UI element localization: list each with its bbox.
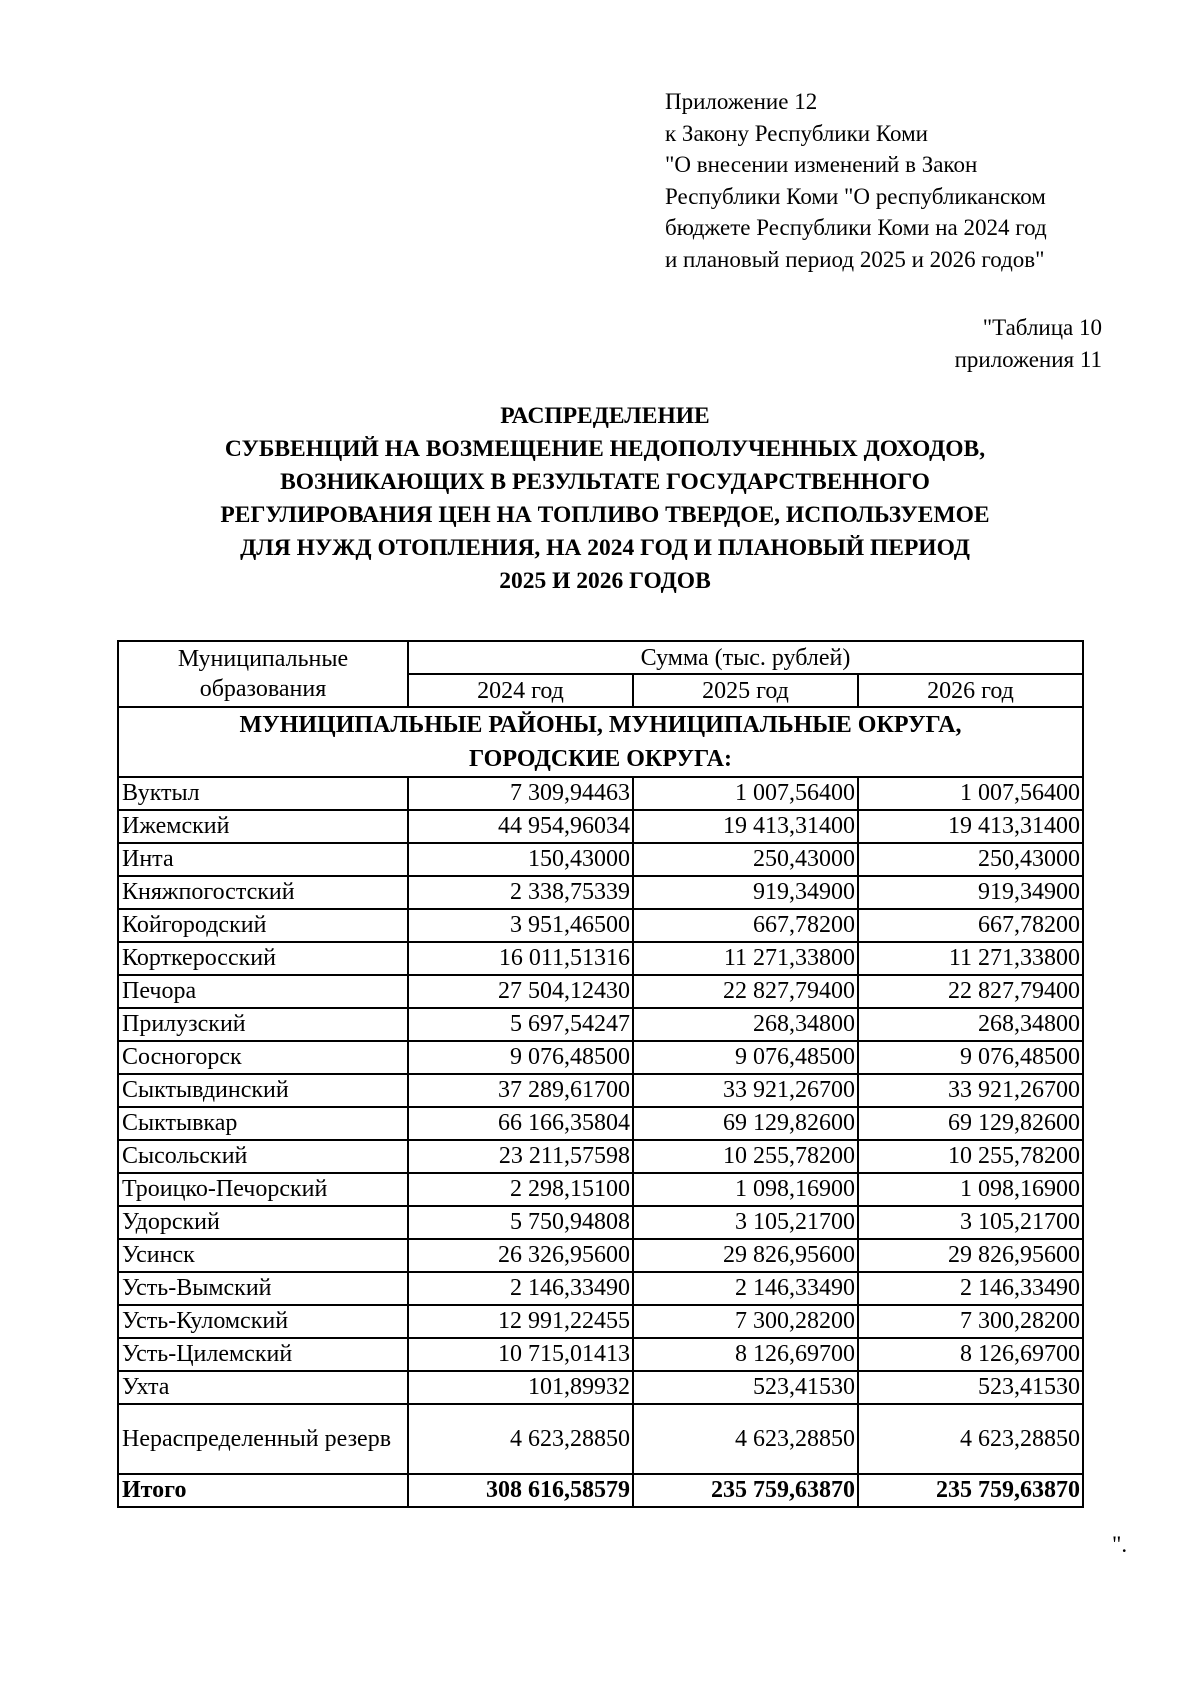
table-row bbox=[118, 1239, 1083, 1272]
cell-name: Усинск bbox=[118, 1239, 408, 1272]
cell-name: Сыктывкар bbox=[118, 1107, 408, 1140]
cell-2026: 7 300,28200 bbox=[858, 1305, 1083, 1338]
cell-name: Инта bbox=[118, 843, 408, 876]
table-row bbox=[118, 1041, 1083, 1074]
cell-name: Удорский bbox=[118, 1206, 408, 1239]
cell-2024: 16 011,51316 bbox=[408, 942, 633, 975]
annex-line: к Закону Республики Коми bbox=[665, 120, 928, 146]
cell-name: Сысольский bbox=[118, 1140, 408, 1173]
table-row bbox=[118, 942, 1083, 975]
title-line: РАСПРЕДЕЛЕНИЕ bbox=[500, 403, 710, 429]
cell-name: Вуктыл bbox=[118, 777, 408, 810]
cell-name: Нераспределенный резерв bbox=[118, 1404, 408, 1474]
header-year-2024: 2024 год bbox=[408, 674, 633, 707]
cell-2024: 5 697,54247 bbox=[408, 1008, 633, 1041]
cell-2026: 667,78200 bbox=[858, 909, 1083, 942]
cell-2025: 10 255,78200 bbox=[633, 1140, 858, 1173]
annex-line: и плановый период 2025 и 2026 годов" bbox=[665, 246, 1045, 272]
table-row bbox=[118, 876, 1083, 909]
cell-2025: 29 826,95600 bbox=[633, 1239, 858, 1272]
document-title bbox=[110, 400, 1100, 598]
cell-2024: 44 954,96034 bbox=[408, 810, 633, 843]
cell-2025: 523,41530 bbox=[633, 1371, 858, 1404]
table-row bbox=[118, 975, 1083, 1008]
cell-2025: 1 098,16900 bbox=[633, 1173, 858, 1206]
cell-name: Корткеросский bbox=[118, 942, 408, 975]
table-row bbox=[118, 1173, 1083, 1206]
cell-2025: 3 105,21700 bbox=[633, 1206, 858, 1239]
cell-name: Троицко-Печорский bbox=[118, 1173, 408, 1206]
reserve-row bbox=[118, 1404, 1083, 1474]
table-row bbox=[118, 1371, 1083, 1404]
cell-2026: 8 126,69700 bbox=[858, 1338, 1083, 1371]
cell-2024: 9 076,48500 bbox=[408, 1041, 633, 1074]
title-line: ДЛЯ НУЖД ОТОПЛЕНИЯ, НА 2024 ГОД И ПЛАНОВЫЙ ПЕРИОД bbox=[240, 535, 970, 561]
header-year-2026: 2026 год bbox=[858, 674, 1083, 707]
cell-2024: 26 326,95600 bbox=[408, 1239, 633, 1272]
table-row bbox=[118, 777, 1083, 810]
cell-2025: 9 076,48500 bbox=[633, 1041, 858, 1074]
cell-2025: 268,34800 bbox=[633, 1008, 858, 1041]
table-row bbox=[118, 810, 1083, 843]
table-ref-line: приложения 11 bbox=[954, 346, 1102, 372]
cell-2024: 2 338,75339 bbox=[408, 876, 633, 909]
cell-2025: 8 126,69700 bbox=[633, 1338, 858, 1371]
cell-name: Княжпогостский bbox=[118, 876, 408, 909]
cell-2024: 101,89932 bbox=[408, 1371, 633, 1404]
annex-line: бюджете Республики Коми на 2024 год bbox=[665, 215, 1047, 240]
cell-2026: 2 146,33490 bbox=[858, 1272, 1083, 1305]
table-row bbox=[118, 1140, 1083, 1173]
title-line: ВОЗНИКАЮЩИХ В РЕЗУЛЬТАТЕ ГОСУДАРСТВЕННОГО bbox=[280, 469, 930, 495]
table-row bbox=[118, 909, 1083, 942]
cell-2025: 7 300,28200 bbox=[633, 1305, 858, 1338]
cell-2025: 919,34900 bbox=[633, 876, 858, 909]
annex-line: Республики Коми "О республиканском bbox=[665, 183, 1046, 209]
cell-2025: 11 271,33800 bbox=[633, 942, 858, 975]
table-row bbox=[118, 1008, 1083, 1041]
cell-2026: 250,43000 bbox=[858, 843, 1083, 876]
title-line: СУБВЕНЦИЙ НА ВОЗМЕЩЕНИЕ НЕДОПОЛУЧЕННЫХ ДОХОДОВ, bbox=[224, 436, 986, 462]
title-line: 2025 И 2026 ГОДОВ bbox=[499, 568, 711, 594]
cell-2026: 9 076,48500 bbox=[858, 1041, 1083, 1074]
cell-2026: 10 255,78200 bbox=[858, 1140, 1083, 1173]
cell-2024: 66 166,35804 bbox=[408, 1107, 633, 1140]
table-row bbox=[118, 1305, 1083, 1338]
header-row bbox=[118, 641, 1083, 674]
annex-reference bbox=[665, 86, 1145, 275]
cell-2024: 12 991,22455 bbox=[408, 1305, 633, 1338]
distribution-table bbox=[117, 640, 1084, 1508]
cell-2026: 29 826,95600 bbox=[858, 1239, 1083, 1272]
table-row bbox=[118, 1074, 1083, 1107]
cell-2026: 1 007,56400 bbox=[858, 777, 1083, 810]
cell-2024: 10 715,01413 bbox=[408, 1338, 633, 1371]
total-row bbox=[118, 1474, 1083, 1507]
header-sum: Сумма (тыс. рублей) bbox=[408, 641, 1083, 674]
cell-2026: 3 105,21700 bbox=[858, 1206, 1083, 1239]
title-line: РЕГУЛИРОВАНИЯ ЦЕН НА ТОПЛИВО ТВЕРДОЕ, ИСПОЛЬЗУЕМОЕ bbox=[220, 502, 990, 528]
closing-quote: ". bbox=[1112, 1532, 1128, 1557]
cell-2024: 2 146,33490 bbox=[408, 1272, 633, 1305]
cell-2025: 667,78200 bbox=[633, 909, 858, 942]
cell-2026: 523,41530 bbox=[858, 1371, 1083, 1404]
cell-2026: 235 759,63870 bbox=[858, 1474, 1083, 1507]
cell-2026: 11 271,33800 bbox=[858, 942, 1083, 975]
cell-2024: 4 623,28850 bbox=[408, 1404, 633, 1474]
cell-name: Прилузский bbox=[118, 1008, 408, 1041]
cell-2024: 3 951,46500 bbox=[408, 909, 633, 942]
section-row bbox=[118, 707, 1083, 777]
table-row bbox=[118, 1272, 1083, 1305]
cell-2024: 23 211,57598 bbox=[408, 1140, 633, 1173]
cell-2025: 2 146,33490 bbox=[633, 1272, 858, 1305]
cell-2026: 4 623,28850 bbox=[858, 1404, 1083, 1474]
cell-2024: 5 750,94808 bbox=[408, 1206, 633, 1239]
header-year-2025: 2025 год bbox=[633, 674, 858, 707]
cell-2025: 69 129,82600 bbox=[633, 1107, 858, 1140]
cell-2025: 1 007,56400 bbox=[633, 777, 858, 810]
cell-2024: 2 298,15100 bbox=[408, 1173, 633, 1206]
cell-2026: 19 413,31400 bbox=[858, 810, 1083, 843]
cell-2026: 919,34900 bbox=[858, 876, 1083, 909]
table-ref-line: "Таблица 10 bbox=[982, 315, 1102, 340]
cell-name: Койгородский bbox=[118, 909, 408, 942]
cell-2024: 37 289,61700 bbox=[408, 1074, 633, 1107]
cell-name: Сыктывдинский bbox=[118, 1074, 408, 1107]
cell-name: Ухта bbox=[118, 1371, 408, 1404]
cell-2025: 19 413,31400 bbox=[633, 810, 858, 843]
cell-name: Сосногорск bbox=[118, 1041, 408, 1074]
cell-2026: 69 129,82600 bbox=[858, 1107, 1083, 1140]
cell-name: Усть-Цилемский bbox=[118, 1338, 408, 1371]
cell-2024: 150,43000 bbox=[408, 843, 633, 876]
cell-name: Печора bbox=[118, 975, 408, 1008]
annex-line: "О внесении изменений в Закон bbox=[665, 152, 978, 177]
table-reference bbox=[955, 312, 1102, 375]
cell-name: Усть-Куломский bbox=[118, 1305, 408, 1338]
annex-line: Приложение 12 bbox=[665, 89, 818, 114]
cell-2025: 22 827,79400 bbox=[633, 975, 858, 1008]
cell-2024: 7 309,94463 bbox=[408, 777, 633, 810]
cell-2024: 308 616,58579 bbox=[408, 1474, 633, 1507]
cell-2026: 33 921,26700 bbox=[858, 1074, 1083, 1107]
cell-name: Итого bbox=[118, 1474, 408, 1507]
cell-2025: 250,43000 bbox=[633, 843, 858, 876]
cell-2024: 27 504,12430 bbox=[408, 975, 633, 1008]
cell-2025: 33 921,26700 bbox=[633, 1074, 858, 1107]
cell-name: Ижемский bbox=[118, 810, 408, 843]
table-row bbox=[118, 1338, 1083, 1371]
cell-2026: 268,34800 bbox=[858, 1008, 1083, 1041]
cell-2026: 1 098,16900 bbox=[858, 1173, 1083, 1206]
section-heading: МУНИЦИПАЛЬНЫЕ РАЙОНЫ, МУНИЦИПАЛЬНЫЕ ОКРУГА, ГОРОДСКИЕ ОКРУГА: bbox=[118, 707, 1083, 777]
cell-2025: 4 623,28850 bbox=[633, 1404, 858, 1474]
cell-name: Усть-Вымский bbox=[118, 1272, 408, 1305]
table-row bbox=[118, 1107, 1083, 1140]
table-row bbox=[118, 843, 1083, 876]
cell-2026: 22 827,79400 bbox=[858, 975, 1083, 1008]
cell-2025: 235 759,63870 bbox=[633, 1474, 858, 1507]
table-row bbox=[118, 1206, 1083, 1239]
header-municipal: Муниципальные образования bbox=[118, 641, 408, 707]
